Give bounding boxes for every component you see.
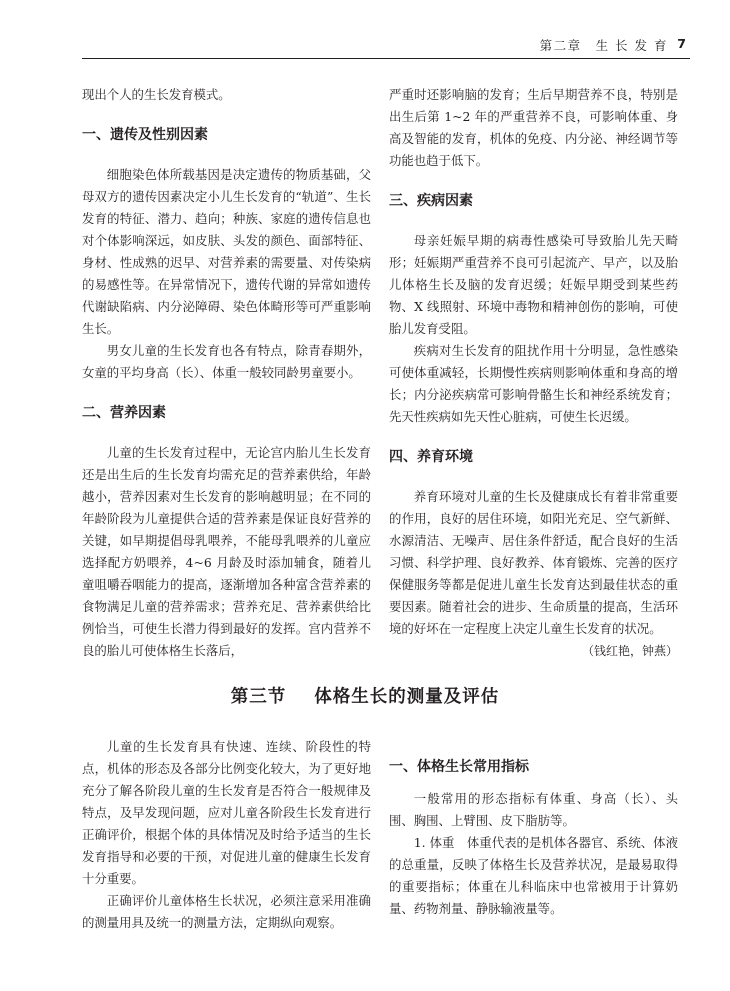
section-number: 第三节 xyxy=(230,687,287,707)
right-column-bottom xyxy=(389,756,678,920)
paragraph: 1. 体重 体重代表的是机体各器官、系统、体液的总重量，反映了体格生长及营养状况，是最易取得的重要指标；体重在儿科临床中也常被用于计算奶量、药物剂量、静脉输液量等。 xyxy=(389,835,678,916)
header-rule xyxy=(82,58,690,59)
paragraph: 男女儿童的生长发育也各有特点，除青春期外，女童的平均身高（长）、体重一般较同龄男童要小。 xyxy=(82,343,371,380)
paragraph: 一般常用的形态指标有体重、身高（长）、头围、胸围、上臂围、皮下脂肪等。 xyxy=(389,791,678,828)
author-credit: （钱红艳，钟燕） xyxy=(581,644,678,658)
page-number: 7 xyxy=(677,36,686,51)
heading-genetics: 一、遗传及性别因素 xyxy=(82,127,208,143)
paragraph: 儿童的生长发育过程中，无论宫内胎儿生长发育还是出生后的生长发育均需充足的营养素供给，年龄越小，营养因素对生长发育的影响越明显；在不同的年龄阶段为儿童提供合适的营养素是保证良好营养的关键，如早期提倡母乳喂养，不能母乳喂养的儿童应选择配方奶喂养，4~6 月龄及时添加辅食，随着儿童咀嚼吞咽能力的提高，逐渐增加各种富含营养素的食物满足儿童的营养需求；营养充足、营养素供给比例恰当，可使生长潜力得到最好的发挥。宫内营养不良的胎儿可使体格生长落后， xyxy=(82,445,371,658)
intro-text: 现出个人的生长发育模式。 xyxy=(82,87,231,102)
left-column-bottom xyxy=(82,736,371,934)
paragraph: 母亲妊娠早期的病毒性感染可导致胎儿先天畸形；妊娠期严重营养不良可引起流产、早产，以及胎儿体格生长及脑的发育迟缓；妊娠早期受到某些药物、X 线照射、环境中毒物和精神创伤的影响，可使胎儿发育受阻。 xyxy=(389,233,678,336)
chapter-title: 第二章 生 长 发 育 xyxy=(539,38,668,53)
left-column-top xyxy=(82,84,371,662)
heading-nutrition: 二、营养因素 xyxy=(82,405,166,421)
section-name: 体格生长的测量及评估 xyxy=(314,687,500,707)
section-title xyxy=(0,683,730,708)
paragraph: 养育环境对儿童的生长及健康成长有着非常重要的作用，良好的居住环境，如阳光充足、空气新鲜、水源清洁、无噪声、居住条件舒适，配合良好的生活习惯、科学护理、良好教养、体育锻炼、完善的医疗保健服务等都是促进儿童生长发育达到最佳状态的重要因素。随着社会的进步、生命质量的提高，生活环境的好坏在一定程度上决定儿童生长发育的状况。 xyxy=(389,489,678,636)
paragraph: 严重时还影响脑的发育；生后早期营养不良，特别是出生后第 1~2 年的严重营养不良，可影响体重、身高及智能的发育，机体的免疫、内分泌、神经调节等功能也趋于低下。 xyxy=(389,87,678,168)
heading-disease: 三、疾病因素 xyxy=(389,193,473,209)
paragraph: 细胞染色体所载基因是决定遗传的物质基础，父母双方的遗传因素决定小儿生长发育的“轨道”、生长发育的特征、潜力、趋向；种族、家庭的遗传信息也对个体影响深远，如皮肤、头发的颜色、面部特征、身材、性成熟的迟早、对营养素的需要量、对传染病的易感性等。在异常情况下，遗传代谢的异常如遗传代谢缺陷病、内分泌障碍、染色体畸形等可严重影响生长。 xyxy=(82,167,371,336)
paragraph: 疾病对生长发育的阻扰作用十分明显，急性感染可使体重减轻，长期慢性疾病则影响体重和身高的增长；内分泌疾病常可影响骨骼生长和神经系统发育；先天性疾病如先天性心脏病，可使生长迟缓。 xyxy=(389,343,678,424)
paragraph: 正确评价儿童体格生长状况，必须注意采用准确的测量用具及统一的测量方法，定期纵向观察。 xyxy=(82,893,371,930)
page-header xyxy=(0,0,730,62)
heading-environment: 四、养育环境 xyxy=(389,449,473,465)
heading-indicators: 一、体格生长常用指标 xyxy=(389,759,529,775)
right-column-top xyxy=(389,84,678,662)
paragraph: 儿童的生长发育具有快速、连续、阶段性的特点，机体的形态及各部分比例变化较大，为了更好地充分了解各阶段儿童的生长发育是否符合一般规律及特点，及早发现问题，应对儿童各阶段生长发育进行正确评价，根据个体的具体情况及时给予适当的生长发育指导和必要的干预，对促进儿童的健康生长发育十分重要。 xyxy=(82,739,371,886)
